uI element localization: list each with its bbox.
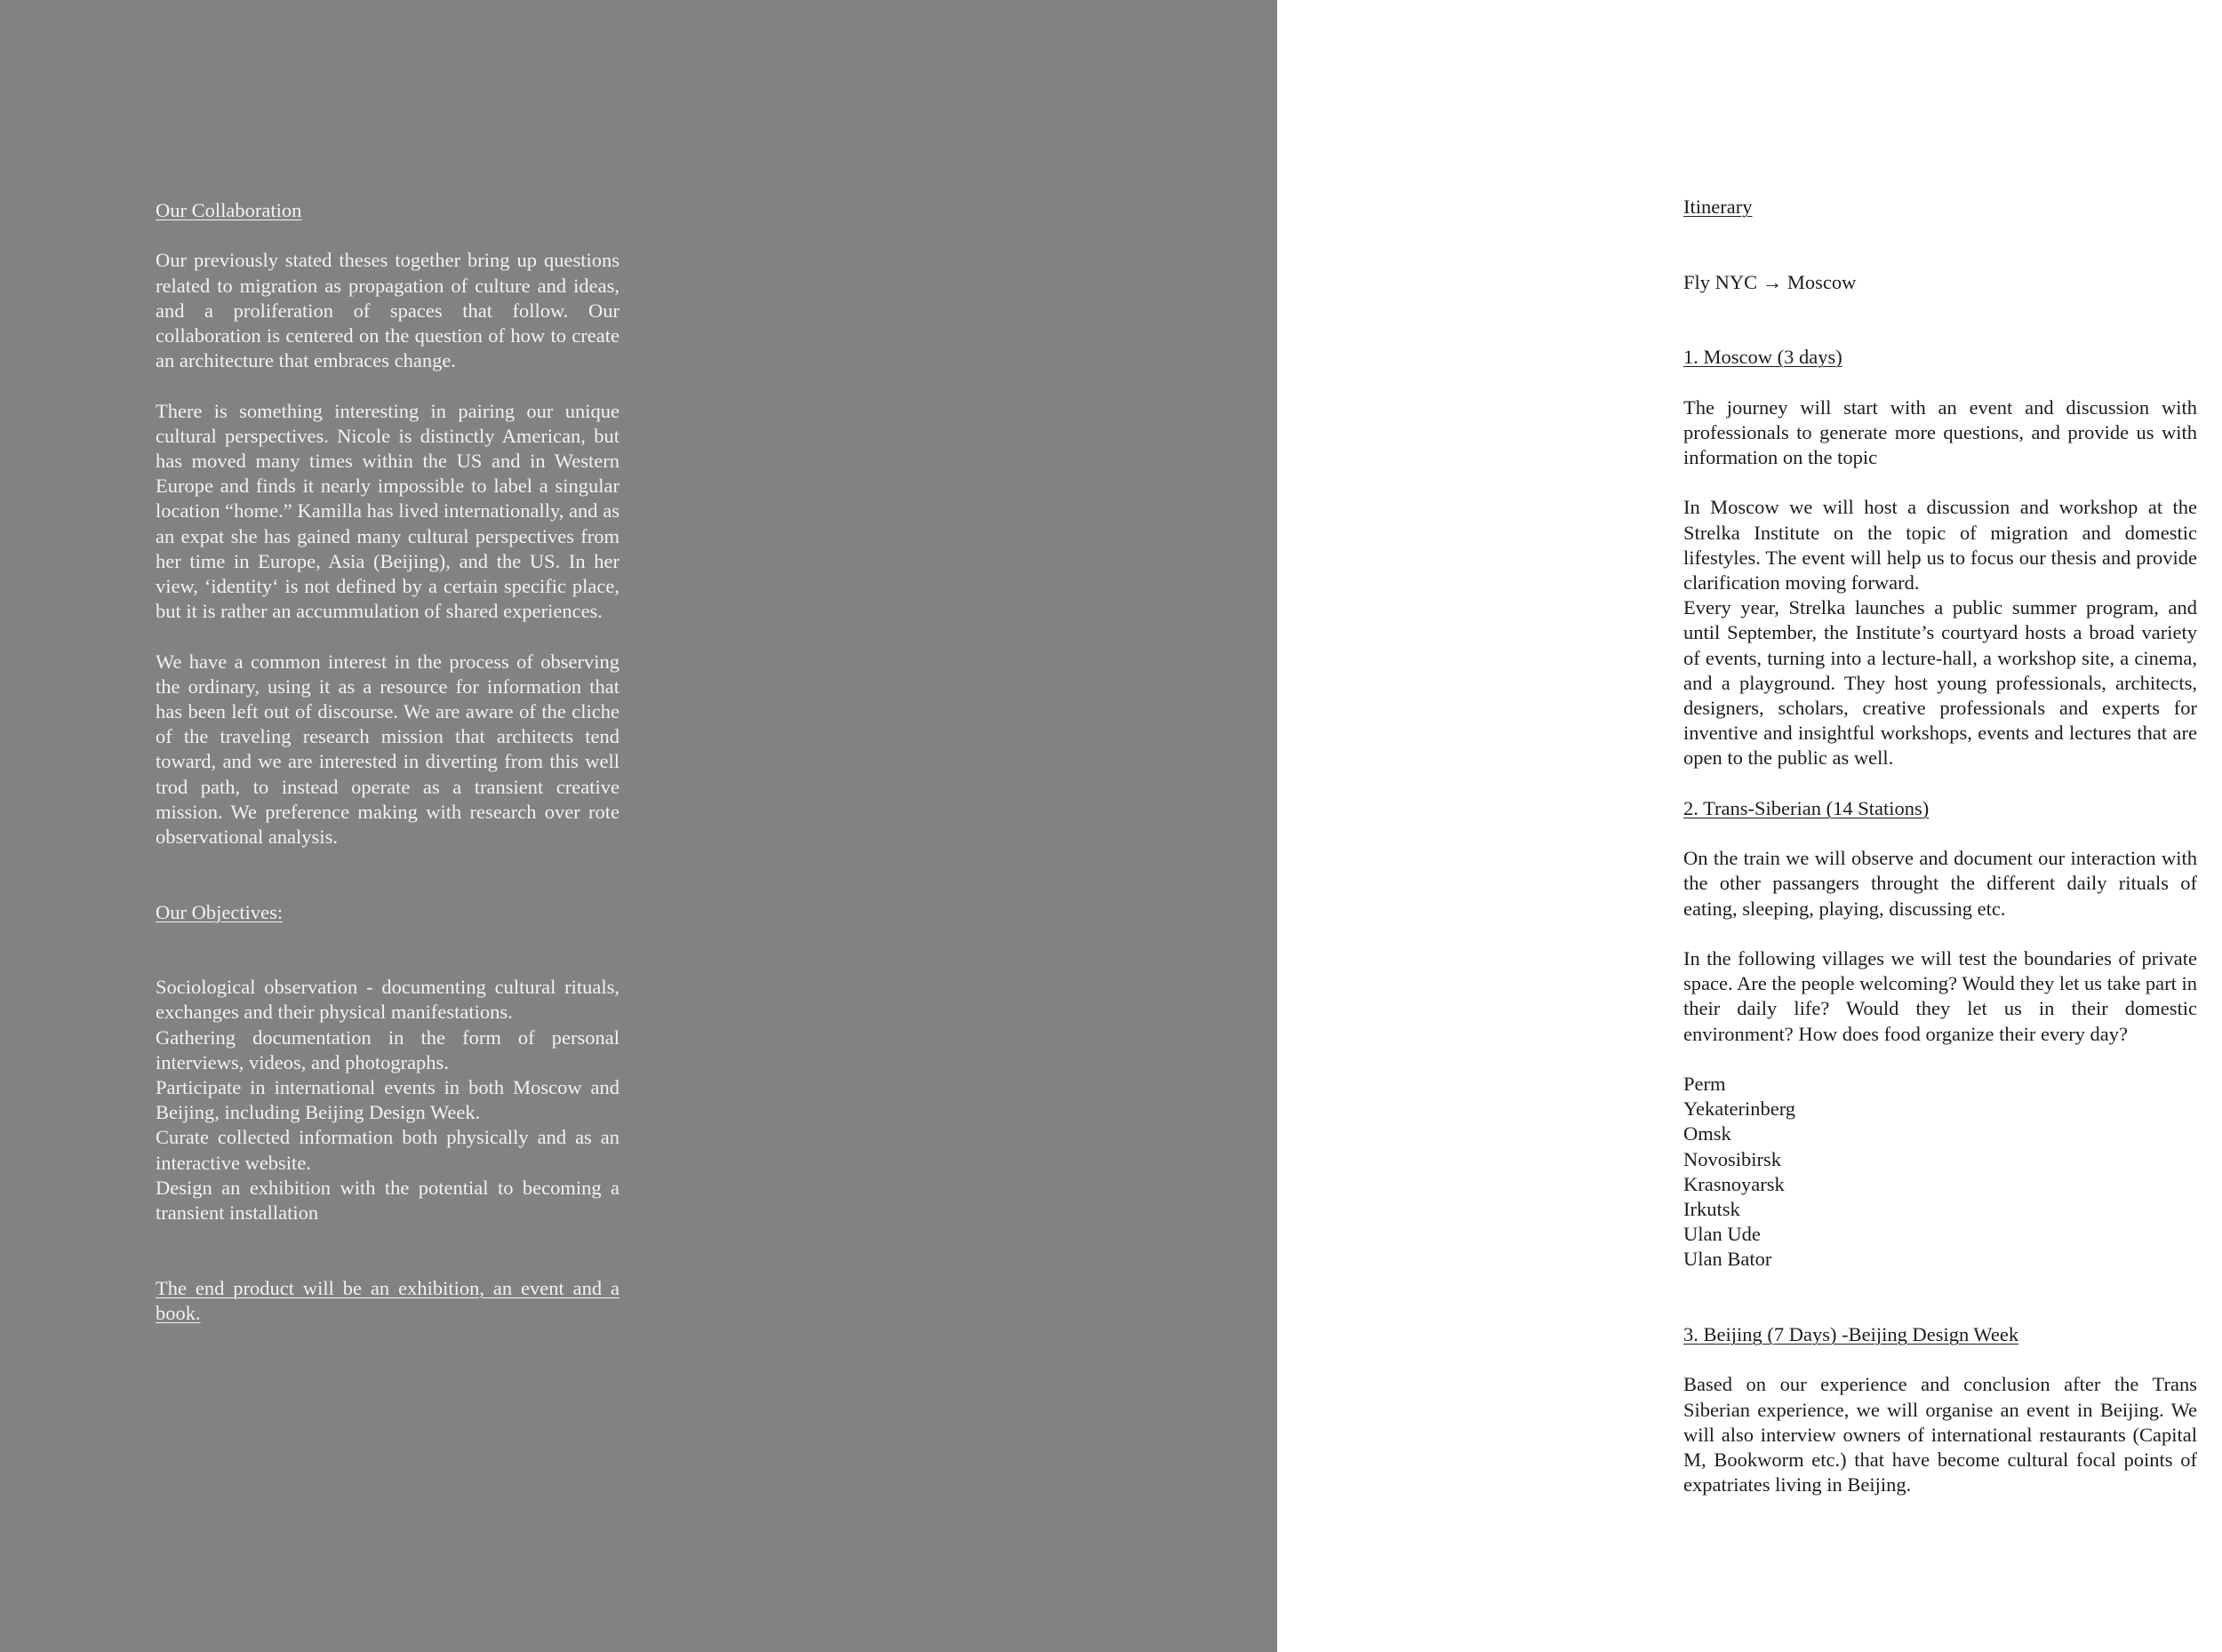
station-item: Yekaterinberg [1683,1097,1796,1121]
station-item: Omsk [1683,1122,1731,1145]
beijing-paragraph-1: Based on our experience and conclusion after the Trans Siberian experience, we will organise an event in Beijing. We will also interview owners of international restaurants (Capital M, Bookworm etc.) that have become cultural focal points of expatriates living in Beijing. [1683,1373,2197,1496]
moscow-paragraph-2: In Moscow we will host a discussion and workshop at the Strelka Institute on the topic of migration and domestic lifestyles. The event will help us to focus our thesis and provide clarification moving forward. [1683,496,2197,594]
collaboration-paragraph-1: Our previously stated theses together bring up questions related to migration as propagation of culture and ideas, and a proliferation of spaces that follow. Our collaboration is centered on the question of how to create an architecture that embraces change. [156,249,619,372]
trans-siberian-paragraph-2: In the following villages we will test the boundaries of private space. Are the people welcoming? Would they let us take part in their daily life? Would they let us in their domestic environment? How does food organize their every day? [1683,946,2197,1045]
station-item: Irkutsk [1683,1198,1740,1220]
collaboration-paragraph-2: There is something interesting in pairing our unique cultural perspectives. Nicole is distinctly American, but has moved many times within the US and in Western Europe and finds it nearly impossible to label a singular location “home.” Kamilla has lived internationally, and as an expat she has gained many cultural perspectives from her time in Europe, Asia (Beijing), and the US. In her view, ‘identity‘ is not defined by a certain specific place, but it is rather an accummulation of shared experiences. [156,399,619,623]
objectives-heading: Our Objectives: [156,900,284,923]
collaboration-paragraph-3: We have a common interest in the process of observing the ordinary, using it as a resource for information that has been left out of discourse. We are aware of the cliche of the traveling research mission that architects tend toward, and we are interested in diverting from this well trod path, to instead operate as a transient creative mission. We preference making with research over rote observational analysis. [156,650,619,849]
beijing-heading: 3. Beijing (7 Days) -Beijing Design Week [1683,1323,2019,1345]
right-text-column [1683,195,2197,1497]
objective-item-1: Sociological observation - documenting cultural rituals, exchanges and their physical manifestations. [156,976,619,1024]
station-item: Ulan Ude [1683,1223,1761,1246]
objective-item-2: Gathering documentation in the form of personal interviews, videos, and photographs. [156,1026,619,1073]
station-item: Novosibirsk [1683,1147,1782,1170]
itinerary-heading: Itinerary [1683,196,1753,218]
flight-line: Fly NYC → Moscow [1683,270,1857,293]
objective-item-4: Curate collected information both physically and as an interactive website. [156,1126,619,1174]
collaboration-heading: Our Collaboration [156,199,302,221]
moscow-paragraph-1: The journey will start with an event and discussion with professionals to generate more questions, and provide us with information on the topic [1683,395,2197,468]
moscow-paragraph-3: Every year, Strelka launches a public summer program, and until September, the Institute’s courtyard hosts a broad variety of events, turning into a lecture-hall, a workshop site, a cinema, and a playground. They host young professionals, architects, designers, scholars, creative professionals and experts for inventive and insightful workshops, events and lectures that are open to the public as well. [1683,596,2197,770]
objective-item-3: Participate in international events in both Moscow and Beijing, including Beijing Design Week. [156,1076,619,1124]
left-text-column [156,198,619,1326]
station-item: Ulan Bator [1683,1248,1772,1271]
station-item: Krasnoyarsk [1683,1172,1785,1195]
station-list [1683,1072,2197,1273]
moscow-heading: 1. Moscow (3 days) [1683,346,1842,369]
station-item: Perm [1683,1072,1726,1095]
trans-siberian-heading: 2. Trans-Siberian (14 Stations) [1683,796,1930,819]
trans-siberian-paragraph-1: On the train we will observe and document our interaction with the other passangers throught the different daily rituals of eating, sleeping, playing, discussing etc. [1683,847,2197,920]
objectives-conclusion: The end product will be an exhibition, an event and a book. [156,1276,619,1324]
objective-item-5: Design an exhibition with the potential to becoming a transient installation [156,1176,619,1225]
